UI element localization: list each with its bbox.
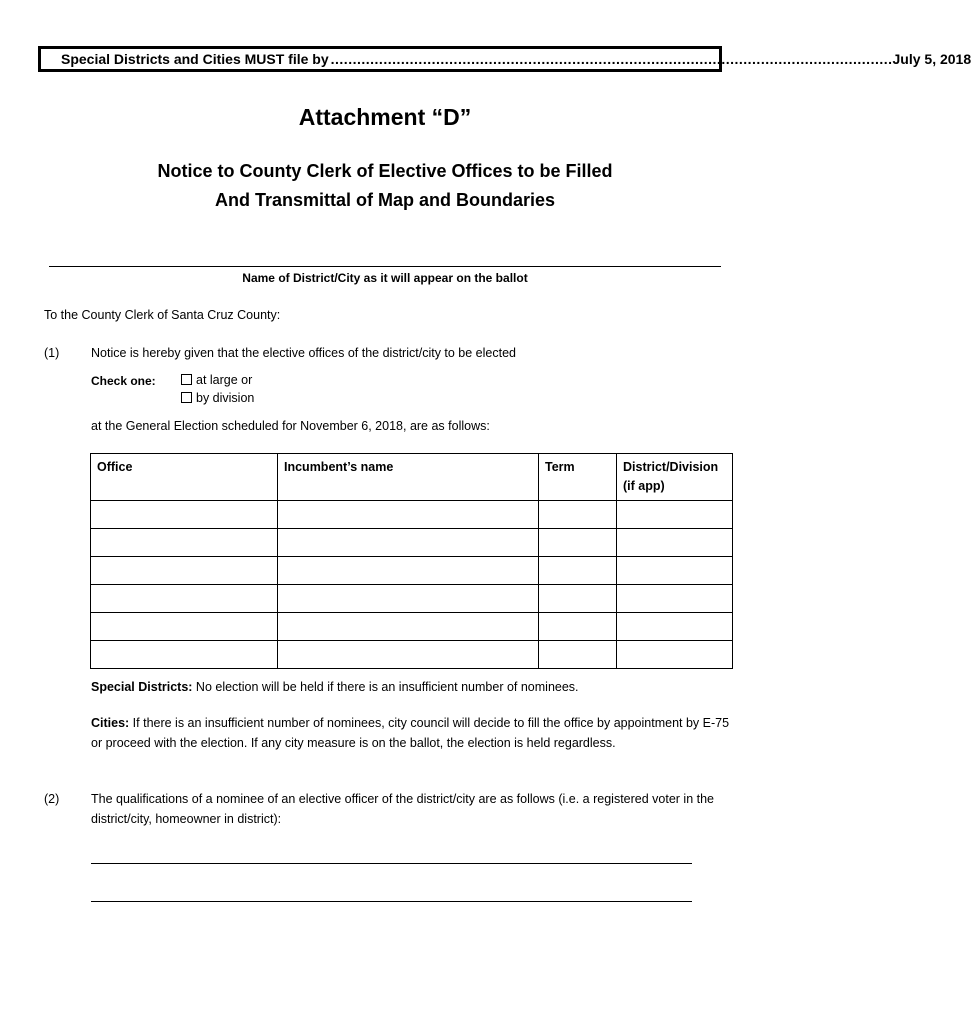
cell-office[interactable] — [91, 641, 278, 669]
col-header-district-division: District/Division (if app) — [617, 454, 733, 501]
cell-district-division[interactable] — [617, 641, 733, 669]
cell-office[interactable] — [91, 557, 278, 585]
cell-term[interactable] — [539, 501, 617, 529]
cell-term[interactable] — [539, 641, 617, 669]
cell-district-division[interactable] — [617, 529, 733, 557]
section-2-number: (2) — [44, 792, 60, 806]
subtitle-line-1: Notice to County Clerk of Elective Offices to be Filled — [157, 161, 613, 181]
banner-label: Special Districts and Cities MUST file by — [61, 51, 329, 67]
table-header-row — [91, 454, 733, 501]
checkbox-icon[interactable] — [181, 392, 192, 403]
cell-district-division[interactable] — [617, 557, 733, 585]
cell-term[interactable] — [539, 529, 617, 557]
cell-incumbent[interactable] — [278, 501, 539, 529]
cell-district-division[interactable] — [617, 585, 733, 613]
district-name-field-line[interactable] — [49, 266, 721, 267]
checkbox-icon[interactable] — [181, 374, 192, 385]
subtitle-line-2: And Transmittal of Map and Boundaries — [214, 190, 556, 210]
option-by-division-label: by division — [196, 391, 255, 405]
check-one-label: Check one: — [91, 374, 156, 388]
cell-incumbent[interactable] — [278, 557, 539, 585]
cell-district-division[interactable] — [617, 501, 733, 529]
table-row — [91, 613, 733, 641]
cell-term[interactable] — [539, 613, 617, 641]
cell-office[interactable] — [91, 529, 278, 557]
table-row — [91, 557, 733, 585]
table-body — [91, 501, 733, 669]
option-at-large-label: at large or — [196, 373, 253, 387]
section-2-text: The qualifications of a nominee of an elective officer of the district/city are as follows (i.e. a registered voter in the district/city, homeowner in district): — [91, 792, 714, 826]
table-row — [91, 501, 733, 529]
col-header-office: Office — [91, 454, 278, 501]
cell-term[interactable] — [539, 585, 617, 613]
cities-text: If there is an insufficient number of nominees, city council will decide to fill the office by appointment by E-75 or proceed with the election. If any city measure is on the ballot, the election is held regardless. — [91, 716, 730, 750]
special-districts-text: No election will be held if there is an insufficient number of nominees. — [192, 680, 579, 694]
cell-incumbent[interactable] — [278, 613, 539, 641]
banner-date: July 5, 2018 — [892, 51, 971, 67]
filing-deadline-banner — [38, 46, 971, 72]
section-1-text: Notice is hereby given that the elective offices of the district/city to be elected — [91, 346, 516, 360]
cell-incumbent[interactable] — [278, 641, 539, 669]
table-row — [91, 529, 733, 557]
special-districts-note — [91, 678, 731, 698]
cities-label: Cities: — [91, 716, 130, 730]
section-1-number: (1) — [44, 346, 60, 360]
attachment-title: Attachment “D” — [298, 104, 472, 130]
qualifications-line-2[interactable] — [91, 901, 692, 902]
banner-leader-dots: ................................................................................................................................ — [330, 51, 893, 67]
col-header-term: Term — [539, 454, 617, 501]
cell-district-division[interactable] — [617, 613, 733, 641]
elective-offices-table — [90, 453, 733, 669]
special-districts-label: Special Districts: — [91, 680, 193, 694]
option-by-division[interactable] — [181, 391, 254, 405]
cell-term[interactable] — [539, 557, 617, 585]
district-name-caption: Name of District/City as it will appear on the ballot — [242, 271, 528, 285]
document-subtitle — [0, 157, 770, 215]
election-text: at the General Election scheduled for November 6, 2018, are as follows: — [91, 419, 490, 433]
qualifications-line-1[interactable] — [91, 863, 692, 864]
cell-incumbent[interactable] — [278, 585, 539, 613]
cell-office[interactable] — [91, 501, 278, 529]
table-row — [91, 641, 733, 669]
table-row — [91, 585, 733, 613]
cell-office[interactable] — [91, 585, 278, 613]
col-header-incumbent: Incumbent’s name — [278, 454, 539, 501]
option-at-large[interactable] — [181, 373, 252, 387]
cell-incumbent[interactable] — [278, 529, 539, 557]
cell-office[interactable] — [91, 613, 278, 641]
cities-note — [91, 714, 731, 753]
salutation: To the County Clerk of Santa Cruz County: — [44, 308, 281, 322]
